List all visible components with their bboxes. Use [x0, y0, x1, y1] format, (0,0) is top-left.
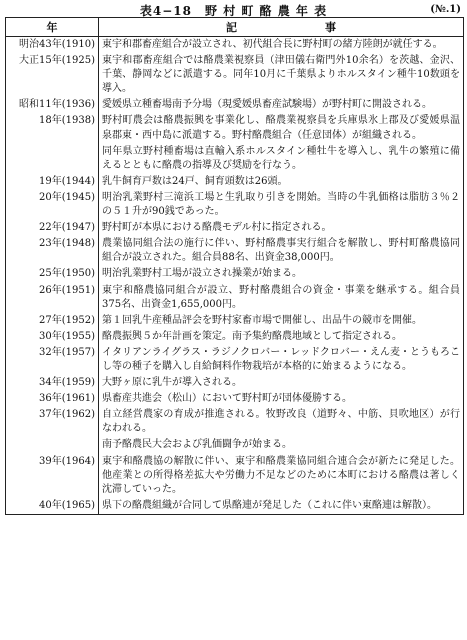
event-cell: 酪農振興５か年計画を策定。南予集約酪農地域として指定される。: [99, 329, 464, 345]
year-cell: 30年(1955): [6, 329, 99, 345]
chronology-table: [5, 17, 464, 515]
table-row: [6, 37, 464, 54]
event-column-header: 記 事: [99, 18, 464, 37]
year-cell: [6, 144, 99, 174]
year-cell: 39年(1964): [6, 454, 99, 498]
event-cell: 農業協同組合法の施行に伴い、野村酪農事実行組合を解散し、野村町酪農協同組合が設立された。組合員88名、出資金38,000円。: [99, 236, 464, 266]
table-row: [6, 391, 464, 407]
table-row: [6, 53, 464, 97]
year-cell: 27年(1952): [6, 313, 99, 329]
event-cell: 第１回乳牛産種品評会を野村家畜市場で開催し、出品牛の競市を開催。: [99, 313, 464, 329]
table-row: [6, 266, 464, 282]
event-cell: 自立経営農家の育成が推進される。牧野改良（道野々、中筋、貝吹地区）が行なわれる。: [99, 407, 464, 437]
year-cell: 昭和11年(1936): [6, 97, 99, 113]
table-row: [6, 345, 464, 375]
table-row: [6, 97, 464, 113]
table-title: 表4−18 野 村 町 酪 農 年 表: [139, 4, 328, 18]
event-cell: 東宇和郡畜産組合では酪農業視察員（津田儀右衛門外10余名）を茨越、金沢、千葉、静岡などに派遣する。同年10月に千葉県よりホルスタイン種牛10数頭を導入。: [99, 53, 464, 97]
year-cell: 18年(1938): [6, 113, 99, 143]
year-cell: 36年(1961): [6, 391, 99, 407]
year-column-header: 年: [6, 18, 99, 37]
table-row: [6, 329, 464, 345]
year-cell: 25年(1950): [6, 266, 99, 282]
table-row: [6, 437, 464, 453]
event-cell: 野村町農会は酪農振興を事業化し、酪農業視察員を兵庫県氷上郡及び愛媛県温泉郡東・西中島に派遣する。野村酪農組合（任意団体）が組織される。: [99, 113, 464, 143]
table-body: [6, 37, 464, 515]
event-cell: 東宇和酪農協同組合が設立、野村酪農組合の資金・事業を継承する。組合員375名、出資金1,655,000円。: [99, 283, 464, 313]
table-row: [6, 144, 464, 174]
year-cell: 20年(1945): [6, 190, 99, 220]
year-cell: 明治43年(1910): [6, 37, 99, 54]
year-cell: 19年(1944): [6, 174, 99, 190]
table-row: [6, 220, 464, 236]
table-row: [6, 454, 464, 498]
event-cell: 大野ヶ原に乳牛が導入される。: [99, 375, 464, 391]
table-row: [6, 407, 464, 437]
table-row: [6, 174, 464, 190]
event-cell: 同年県立野村種畜場は直輸入系ホルスタイン種牡牛を導入し、乳牛の繁殖に備えるとともに酪農の指導及び奨励を行なう。: [99, 144, 464, 174]
table-row: [6, 236, 464, 266]
page-number: (№.1): [430, 4, 461, 15]
event-cell: イタリアンライグラス・ラジノクロバー・レッドクロバー・えん麦・とうもろこし等の種子を購入し自給飼料作物栽培が本格的に始まるようになる。: [99, 345, 464, 375]
event-cell: 明治乳業野村三滝浜工場と生乳取り引きを開始。当時の牛乳価格は脂肪３％２の５１升が90銭であった。: [99, 190, 464, 220]
event-cell: 野村町が本県における酪農モデル村に指定される。: [99, 220, 464, 236]
event-cell: 愛媛県立種畜場南予分場（現愛媛県畜産試験場）が野村町に開設される。: [99, 97, 464, 113]
year-cell: 32年(1957): [6, 345, 99, 375]
table-row: [6, 375, 464, 391]
event-cell: 東宇和郡畜産組合が設立され、初代組合長に野村町の緒方陸朗が就任する。: [99, 37, 464, 54]
year-cell: 34年(1959): [6, 375, 99, 391]
event-cell: 県畜産共進会（松山）において野村町が団体優勝する。: [99, 391, 464, 407]
table-row: [6, 313, 464, 329]
table-row: [6, 283, 464, 313]
year-cell: 26年(1951): [6, 283, 99, 313]
year-cell: 37年(1962): [6, 407, 99, 437]
event-cell: 南予酪農民大会および乳価闘争が始まる。: [99, 437, 464, 453]
table-row: [6, 113, 464, 143]
event-cell: 県下の酪農組織が合同して県酪連が発足した（これに伴い東酪連は解散）。: [99, 498, 464, 515]
table-row: [6, 190, 464, 220]
table-header-row: [6, 18, 464, 37]
table-row: [6, 498, 464, 515]
event-cell: 明治乳業野村工場が設立され操業が始まる。: [99, 266, 464, 282]
year-cell: 22年(1947): [6, 220, 99, 236]
event-cell: 乳牛飼育戸数は24戸、飼育頭数は26頭。: [99, 174, 464, 190]
year-cell: 23年(1948): [6, 236, 99, 266]
event-cell: 東宇和酪農協の解散に伴い、東宇和酪農業協同組合連合会が新たに発足した。他産業との所得格差拡大や労働力不足などのために本町における酪農は著しく沈滞していった。: [99, 454, 464, 498]
year-cell: 40年(1965): [6, 498, 99, 515]
year-cell: [6, 437, 99, 453]
year-cell: 大正15年(1925): [6, 53, 99, 97]
